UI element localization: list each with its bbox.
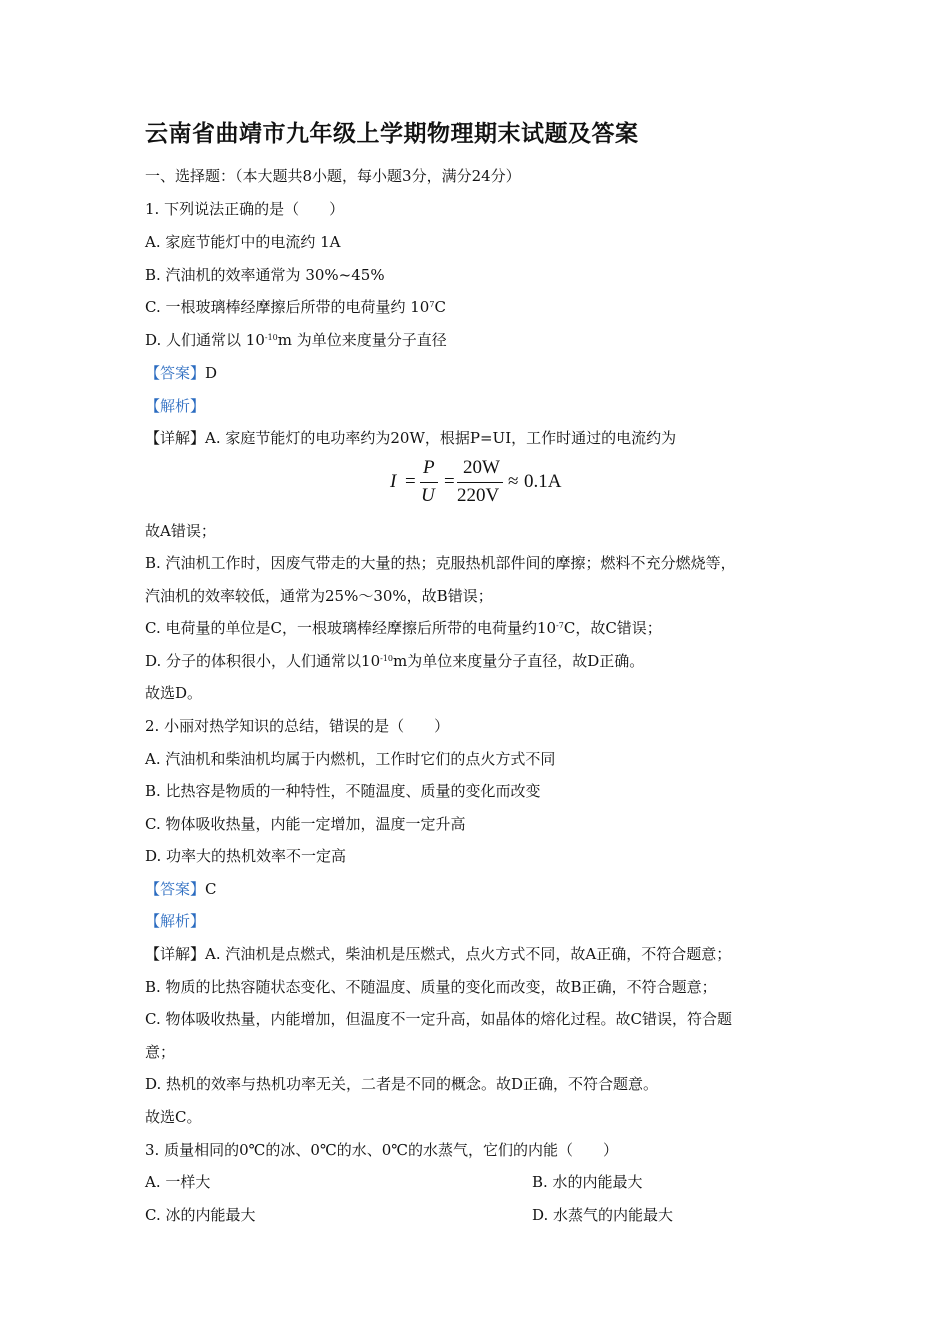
q3-option-a: A. 一样大 [145,1173,211,1191]
q2-stem: 2. 小丽对热学知识的总结，错误的是（ ） [145,717,450,735]
q1-detail-b-1: B. 汽油机工作时，因废气带走的大量的热；克服热机部件间的摩擦；燃料不充分燃烧等， [145,554,736,572]
q1-option-d-rest: m 为单位来度量分子直径 [277,331,447,349]
q3-option-d: D. 水蒸气的内能最大 [532,1206,674,1224]
q2-choose: 故选C。 [145,1108,202,1126]
q2-answer-value: C [205,880,217,898]
q1-option-d-exponent: -10 [264,333,278,342]
formula-numerator-1: P [423,457,435,478]
q1-detail-c [145,618,662,638]
q1-option-b: B. 汽油机的效率通常为 30%~45% [145,266,385,284]
answer-tag: 【答案】 [145,880,206,898]
answer-tag: 【答案】 [145,364,206,382]
q2-option-d: D. 功率大的热机效率不一定高 [145,847,347,865]
q1-choose: 故选D。 [145,684,203,702]
q1-option-a: A. 家庭节能灯中的电流约 1A [145,233,341,251]
q2-option-b: B. 比热容是物质的一种特性，不随温度、质量的变化而改变 [145,782,541,800]
section-heading: 一、选择题：（本大题共8小题，每小题3分，满分24分） [145,167,521,185]
formula-numerator-2: 20W [463,457,500,478]
q1-answer [145,363,217,383]
detail-tag: 【详解】 [145,429,206,447]
formula-lhs: I [390,471,397,492]
q2-detail-a-text: A. 汽油机是点燃式，柴油机是压燃式，点火方式不同，故A正确，不符合题意； [205,945,732,963]
q1-detail-a [145,428,676,448]
page-title: 云南省曲靖市九年级上学期物理期末试题及答案 [145,121,639,147]
formula-approx: ≈ [508,471,519,492]
formula-equals-2: = [444,471,455,492]
q1-option-c-text: C. 一根玻璃棒经摩擦后所带的电荷量约 10 [145,298,430,316]
q2-detail-c-1: C. 物体吸收热量，内能增加，但温度不一定升高，如晶体的熔化过程。故C错误，符合题 [145,1010,732,1028]
formula-equals-1: = [405,471,416,492]
q2-option-a: A. 汽油机和柴油机均属于内燃机，工作时它们的点火方式不同 [145,750,556,768]
q1-detail-d-text: D. 分子的体积很小，人们通常以10 [145,652,381,670]
q2-detail-d: D. 热机的效率与热机功率无关，二者是不同的概念。故D正确，不符合题意。 [145,1075,659,1093]
q1-detail-d-exponent: -10 [380,654,394,663]
q1-option-c-exponent: 7 [429,300,435,309]
q1-a-wrong: 故A错误； [145,522,216,540]
q2-answer [145,879,217,899]
q2-detail-b: B. 物质的比热容随状态变化、不随温度、质量的变化而改变，故B正确，不符合题意； [145,978,717,996]
q1-option-d [145,330,447,350]
q1-detail-b-2: 汽油机的效率较低，通常为25%～30%，故B错误； [145,587,493,605]
current-formula [388,455,588,511]
detail-tag: 【详解】 [145,945,206,963]
q1-option-c-unit: C [434,298,446,316]
q3-stem: 3. 质量相同的0℃的冰、0℃的水、0℃的水蒸气，它们的内能（ ） [145,1141,619,1159]
fraction-bar-2 [457,482,503,483]
q1-answer-value: D [205,364,218,382]
q2-analysis-tag: 【解析】 [145,912,206,930]
formula-denominator-1: U [421,485,435,506]
q1-detail-d-rest: m为单位来度量分子直径，故D正确。 [393,652,645,670]
q1-option-d-text: D. 人们通常以 10 [145,331,265,349]
fraction-bar-1 [420,482,438,483]
q1-detail-d [145,651,644,671]
q2-option-c: C. 物体吸收热量，内能一定增加，温度一定升高 [145,815,466,833]
q1-stem: 1. 下列说法正确的是（ ） [145,200,345,218]
q3-option-c: C. 冰的内能最大 [145,1206,256,1224]
q2-detail-a [145,944,731,964]
formula-result: 0.1A [524,471,562,492]
q1-detail-c-exponent: -7 [556,621,564,630]
q1-analysis-tag: 【解析】 [145,397,206,415]
q1-option-c [145,297,446,317]
formula-denominator-2: 220V [457,485,500,506]
q2-detail-c-2: 意； [145,1043,176,1061]
q1-detail-a-text: A. 家庭节能灯的电功率约为20W，根据P=UI，工作时通过的电流约为 [205,429,677,447]
q1-detail-c-rest: C，故C错误； [563,619,662,637]
q3-option-b: B. 水的内能最大 [532,1173,643,1191]
q1-detail-c-text: C. 电荷量的单位是C，一根玻璃棒经摩擦后所带的电荷量约10 [145,619,557,637]
